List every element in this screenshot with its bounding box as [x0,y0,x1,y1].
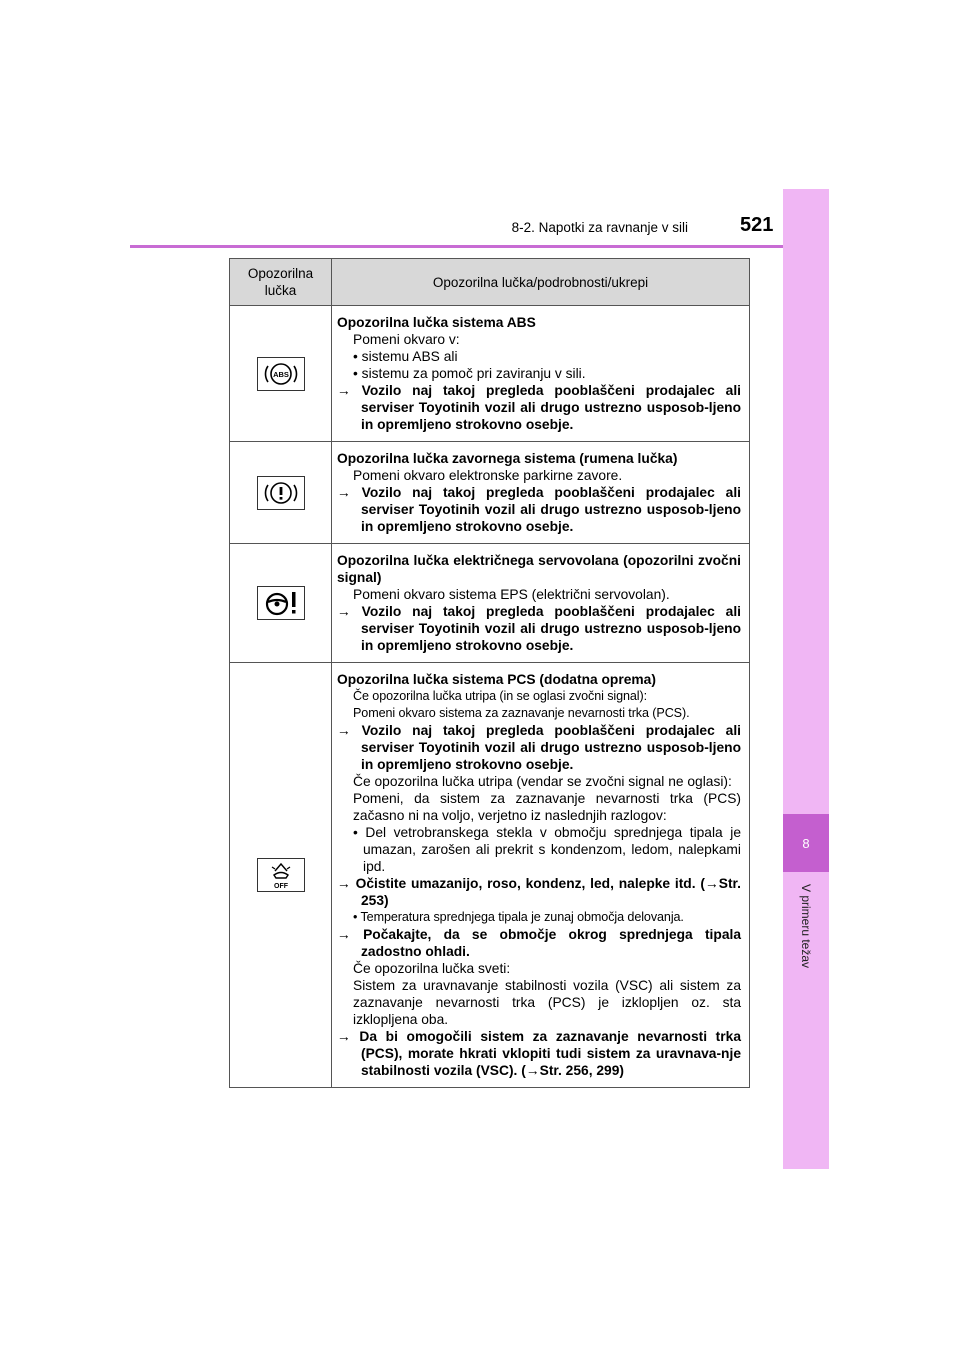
detail-text: Če opozorilna lučka sveti: [353,961,511,976]
side-chapter-tab [783,189,829,1169]
action-step: → Vozilo naj takoj pregleda pooblaščeni prodajalec ali serviser Toyotinih vozil ali drugo ustrezno usposob-ljeno in opremljeno strokovno osebje. [337,484,741,535]
table-row [230,663,750,1088]
warning-title: Opozorilna lučka sistema ABS [337,315,536,330]
action-step: → Počakajte, da se območje okrog sprednjega tipala zadostno ohladi. [337,926,741,960]
action-step: → Vozilo naj takoj pregleda pooblaščeni prodajalec ali serviser Toyotinih vozil ali drugo ustrezno usposob-ljeno in opremljeno strokovno osebje. [337,382,741,433]
svg-text:OFF: OFF [273,883,288,890]
table-row [230,306,750,442]
table-header-row [230,259,750,306]
detail-text: Sistem za uravnavanje stabilnosti vozila (VSC) ali sistem za zaznavanje nevarnosti trka (PCS) je izklopljen oz. sta izklopljena oba. [353,978,741,1027]
detail-text: Pomeni okvaro elektronske parkirne zavore. [353,468,623,483]
warning-title: Opozorilna lučka električnega servovolana (opozorilni zvočni signal) [337,553,741,585]
action-step: → Da bi omogočili sistem za zaznavanje nevarnosti trka (PCS), morate hkrati vklopiti tudi sistem za uravnava-nje stabilnosti vozila (VSC). (→Str. 256, 299) [337,1028,741,1079]
action-step: → Vozilo naj takoj pregleda pooblaščeni prodajalec ali serviser Toyotinih vozil ali drugo ustrezno usposob-ljeno in opremljeno strokovno osebje. [337,603,741,654]
table-row [230,544,750,663]
abs-warning-icon [257,357,305,391]
table-row [230,442,750,544]
column-header-light: Opozorilna lučka [230,259,332,306]
detail-text: Pomeni okvaro v: [353,332,460,347]
detail-text: Če opozorilna lučka utripa (vendar se zvočni signal ne oglasi): [353,774,732,789]
bullet-item: • Del vetrobranskega stekla v območju sprednjega tipala je umazan, zarošen ali prekrit s kondenzom, ledom, nalepkami ipd. [337,824,741,875]
details-cell [332,663,750,1088]
icon-cell [230,306,332,442]
svg-text:ABS: ABS [272,369,289,379]
bullet-item: • sistemu ABS ali [337,348,741,365]
icon-cell [230,663,332,1088]
side-tab-title: V primeru težav [799,884,813,969]
page-number: 521 [740,214,774,236]
details-cell [332,442,750,544]
icon-cell [230,442,332,544]
warning-lights-table [229,258,750,1088]
icon-cell [230,544,332,663]
detail-text: Pomeni okvaro sistema za zaznavanje nevarnosti trka (PCS). [353,706,690,720]
detail-text: Če opozorilna lučka utripa (in se oglasi zvočni signal): [353,689,648,703]
action-step: → Očistite umazanijo, roso, kondenz, led, nalepke itd. (→Str. 253) [337,875,741,909]
detail-text: Pomeni, da sistem za zaznavanje nevarnosti trka (PCS) začasno ni na voljo, verjetno iz naslednjih razlogov: [353,791,741,823]
details-cell [332,306,750,442]
brake-warning-icon [257,476,305,510]
header-rule [130,245,783,248]
pcs-off-icon [257,858,305,892]
header-section-title: 8-2. Napotki za ravnanje v sili [511,220,688,235]
warning-title: Opozorilna lučka sistema PCS (dodatna oprema) [337,672,656,687]
action-step: → Vozilo naj takoj pregleda pooblaščeni prodajalec ali serviser Toyotinih vozil ali drugo ustrezno usposob-ljeno in opremljeno strokovno osebje. [337,722,741,773]
details-cell [332,544,750,663]
warning-title: Opozorilna lučka zavornega sistema (rumena lučka) [337,451,678,466]
bullet-item: • Temperatura sprednjega tipala je zunaj območja delovanja. [337,909,741,926]
bullet-item: • sistemu za pomoč pri zaviranju v sili. [337,365,741,382]
column-header-details: Opozorilna lučka/podrobnosti/ukrepi [332,259,750,306]
eps-warning-icon [257,586,305,620]
side-tab-number: 8 [783,814,829,872]
detail-text: Pomeni okvaro sistema EPS (električni servovolan). [353,587,670,602]
